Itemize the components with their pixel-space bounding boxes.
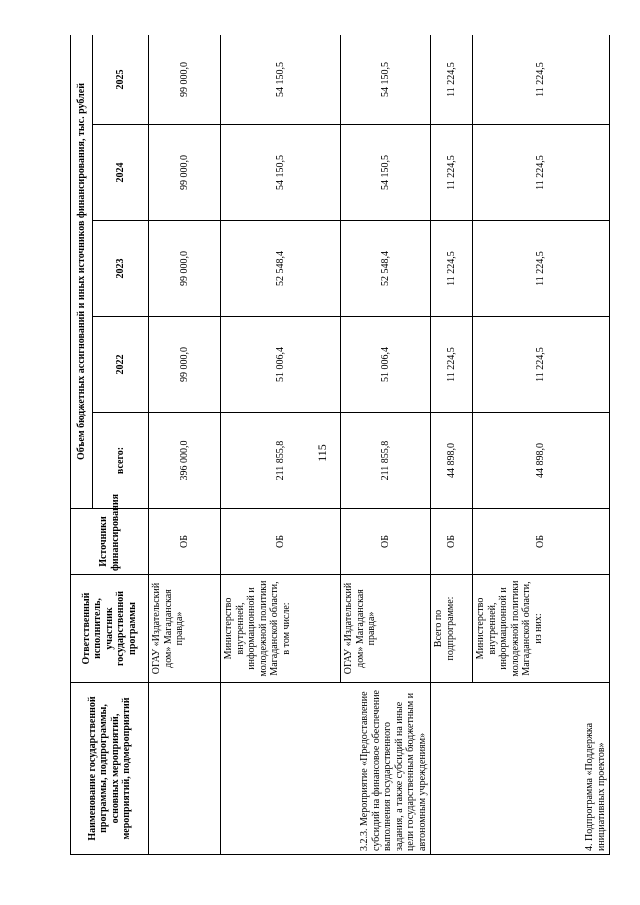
- header-executor: Ответственный исполнитель, участник государственной программы: [71, 575, 149, 683]
- funding-table: [70, 35, 610, 855]
- header-total: всего:: [93, 413, 149, 509]
- source-cell: ОБ: [431, 509, 473, 575]
- source-cell: ОБ: [221, 509, 341, 575]
- header-source: Источники финансирования: [71, 509, 149, 575]
- page-number: 115: [314, 444, 329, 462]
- executor-cell: Министерство внутренней, информационной и молодежной политики Магаданской области, из них:: [473, 575, 610, 683]
- y2022-cell: 11 224,5: [473, 317, 610, 413]
- table-container: [70, 35, 610, 855]
- y2024-cell: 11 224,5: [473, 125, 610, 221]
- y2024-cell: 54 150,5: [341, 125, 431, 221]
- table-row: [431, 35, 473, 855]
- y2023-cell: 52 548,4: [221, 221, 341, 317]
- y2022-cell: 51 006,4: [221, 317, 341, 413]
- table-row: [221, 35, 341, 855]
- y2025-cell: 99 000,0: [149, 35, 221, 125]
- y2022-cell: 51 006,4: [341, 317, 431, 413]
- y2023-cell: 99 000,0: [149, 221, 221, 317]
- y2024-cell: 11 224,5: [431, 125, 473, 221]
- total-cell: 211 855,8: [341, 413, 431, 509]
- y2025-cell: 54 150,5: [221, 35, 341, 125]
- executor-cell: ОГАУ «Издательский дом» Магаданская правда»: [341, 575, 431, 683]
- source-cell: ОБ: [149, 509, 221, 575]
- y2023-cell: 11 224,5: [431, 221, 473, 317]
- y2023-cell: 11 224,5: [473, 221, 610, 317]
- executor-cell: ОГАУ «Издательский дом» Магаданская правда»: [149, 575, 221, 683]
- executor-cell: Всего по подпрограмме:: [431, 575, 473, 683]
- y2024-cell: 99 000,0: [149, 125, 221, 221]
- total-cell: 396 000,0: [149, 413, 221, 509]
- total-cell: 44 898,0: [431, 413, 473, 509]
- y2022-cell: 11 224,5: [431, 317, 473, 413]
- y2025-cell: 11 224,5: [473, 35, 610, 125]
- y2025-cell: 11 224,5: [431, 35, 473, 125]
- header-name: Наименование государственной программы, подпрограммы, основных мероприятий, мероприятий, подмероприятий: [71, 683, 149, 855]
- total-cell: 44 898,0: [473, 413, 610, 509]
- source-cell: ОБ: [341, 509, 431, 575]
- name-cell-empty: [149, 683, 221, 855]
- y2022-cell: 99 000,0: [149, 317, 221, 413]
- y2024-cell: 54 150,5: [221, 125, 341, 221]
- group-name-3-2-3: 3.2.3. Мероприятие «Предоставление субсидий на финансовое обеспечение выполнения государственного задания, а также субсидий на иные цели государственным бюджетным и автономным учреждениям»: [221, 683, 431, 855]
- header-2022: 2022: [93, 317, 149, 413]
- y2023-cell: 52 548,4: [341, 221, 431, 317]
- header-funding: Объем бюджетных ассигнований и иных источников финансирования, тыс. рублей: [71, 35, 93, 509]
- group-name-4: 4. Подпрограмма «Поддержка инициативных проектов»: [431, 683, 610, 855]
- table-row: [149, 35, 221, 855]
- total-cell: 211 855,8: [221, 413, 341, 509]
- source-cell: ОБ: [473, 509, 610, 575]
- header-2023: 2023: [93, 221, 149, 317]
- header-2024: 2024: [93, 125, 149, 221]
- y2025-cell: 54 150,5: [341, 35, 431, 125]
- header-2025: 2025: [93, 35, 149, 125]
- executor-cell: Министерство внутренней, информационной и молодежной политики Магаданской области, в том числе:: [221, 575, 341, 683]
